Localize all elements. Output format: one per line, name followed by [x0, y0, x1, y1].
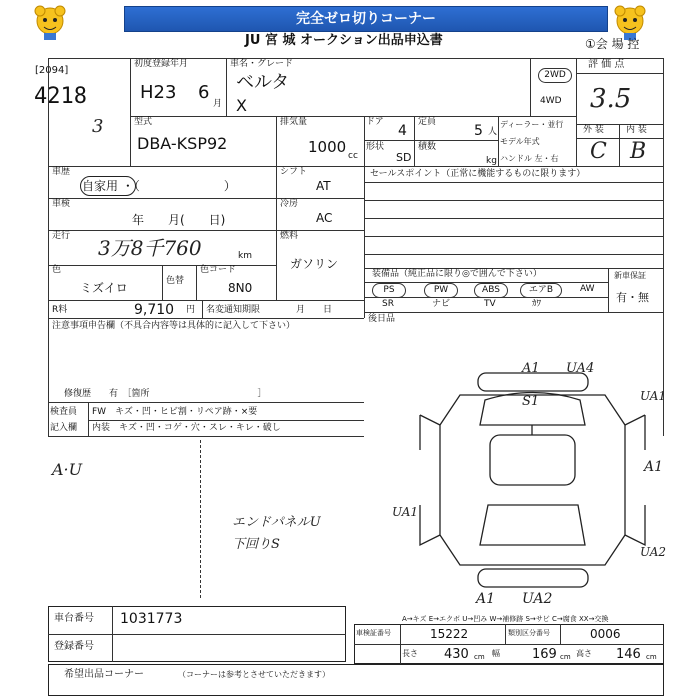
width-label: 幅 — [492, 649, 500, 658]
after-label: 後日品 — [368, 314, 396, 324]
load-label: 積数 — [418, 142, 437, 152]
hand-note-au: A·U — [52, 460, 83, 479]
class-value: 0006 — [590, 627, 621, 641]
hand-note-underbody: 下回りS — [232, 537, 280, 552]
chassis-label: 車台番号 — [54, 613, 94, 624]
width-value: 169 — [532, 647, 557, 662]
rating-value: 3.5 — [590, 84, 632, 114]
height-label: 高さ — [576, 649, 592, 658]
diag-label-1: A1 — [522, 361, 540, 376]
displacement-label: 排気量 — [280, 117, 308, 127]
recycle-value: 9,710 — [134, 302, 175, 318]
equip-sr: SR — [382, 299, 394, 309]
color-value: ミズイロ — [80, 281, 128, 295]
inspection-label: 車検 — [52, 199, 71, 209]
name-change-label: 名変通知期限 — [206, 305, 261, 315]
history-circle — [80, 176, 136, 196]
mileage-value: 3万8千760 — [98, 236, 202, 260]
drive-2wd: 2WD — [538, 68, 572, 83]
displacement-value: 1000 — [308, 138, 347, 156]
first-reg-label: 初度登録年月 — [134, 59, 189, 69]
shaken-label: 車検証番号 — [356, 629, 391, 637]
lot-number: 4218 — [34, 84, 87, 109]
left-mascot-icon — [30, 2, 70, 42]
color-code-label: 色コード — [200, 265, 237, 275]
model-label: 型式 — [134, 117, 153, 127]
chassis-value: 1031773 — [120, 611, 183, 627]
color-no-label: 色替 — [166, 276, 185, 286]
recycle-unit: 円 — [186, 305, 196, 315]
height-value: 146 — [616, 647, 641, 662]
diag-label-8: A1 — [476, 591, 496, 607]
interior-grade: B — [630, 139, 647, 164]
color-code-value: 8N0 — [228, 281, 253, 295]
equip-ps: PS — [372, 283, 406, 298]
diag-label-3: S1 — [522, 394, 540, 409]
right-mascot-icon — [610, 2, 650, 42]
fuel-label: 燃料 — [280, 231, 299, 241]
door-count: 4 — [398, 123, 407, 139]
length-label: 長さ — [402, 649, 418, 658]
interior-label: 内 装 — [626, 125, 647, 135]
exterior-grade: C — [590, 139, 607, 164]
color-label: 色 — [52, 265, 62, 275]
equip-navi: ナビ — [432, 299, 451, 309]
fuel-value: ガソリン — [290, 257, 339, 271]
cc-unit: cc — [348, 151, 358, 161]
interior-damage-row: 内装 キズ・凹・コゲ・穴・スレ・キレ・破し — [92, 423, 281, 433]
name-change-value: 月 日 — [296, 305, 333, 315]
recycle-label: R料 — [52, 305, 68, 315]
history-value: 自家用 ・（ ） — [82, 179, 236, 193]
venue-copy-label: ①会 場 控 — [585, 37, 640, 51]
drive-4wd: 4WD — [540, 96, 562, 106]
capacity-value: 5 — [474, 123, 483, 139]
shape-value: SD — [396, 151, 412, 164]
equip-tv: TV — [484, 299, 496, 309]
mileage-label: 走行 — [52, 231, 71, 241]
dealer-label: ディーラー・並行 — [500, 120, 564, 129]
door-label: ドア — [366, 117, 384, 127]
car-grade: X — [236, 96, 247, 115]
equip-pw: PW — [424, 283, 458, 298]
equip-abs: ABS — [474, 283, 508, 298]
diag-label-5: A1 — [644, 459, 664, 475]
rating-label: 評 価 点 — [588, 59, 625, 70]
record-label: 記入欄 — [50, 423, 78, 433]
shift-label: シフト — [280, 167, 308, 177]
wish-corner-note: （コーナーは参考とさせていただきます） — [178, 670, 330, 679]
diag-label-6: UA1 — [392, 505, 419, 519]
shape-label: 形状 — [366, 142, 385, 152]
ac-value: AC — [316, 211, 333, 225]
car-damage-diagram — [400, 355, 670, 605]
shaken-value: 15222 — [430, 627, 469, 641]
hand-note-end-panel: エンドパネルU — [232, 515, 321, 530]
corner-banner: 完全ゼロ切りコーナー — [124, 6, 608, 32]
length-unit: cm — [474, 653, 485, 661]
attention-label: 注意事項申告欄（不具合内容等は具体的に記入して下さい） — [52, 321, 296, 331]
inspection-value: 年 月( 日) — [132, 213, 226, 227]
model-code: DBA-KSP92 — [137, 134, 228, 153]
load-unit: kg — [486, 156, 497, 166]
length-value: 430 — [444, 647, 469, 662]
damage-code-legend: A→キズ E→エクボ U→凹み W→補修跡 S→サビ C→腐食 XX→交換 — [402, 615, 609, 623]
car-name: ベルタ — [236, 72, 290, 93]
new-car-warranty-label: 新車保証 — [614, 271, 646, 280]
first-reg-month: 6 — [198, 82, 210, 103]
ac-label: 冷房 — [280, 199, 299, 209]
org-title: JU 宮 城 オークション出品申込書 — [245, 33, 443, 48]
height-unit: cm — [646, 653, 657, 661]
handwritten-mark: 3 — [92, 116, 104, 137]
class-label: 類別区分番号 — [508, 629, 550, 637]
mileage-unit: km — [238, 251, 252, 261]
diag-label-7: UA2 — [640, 545, 667, 559]
wish-corner-label: 希望出品コーナー — [64, 669, 144, 680]
handle-label: ハンドル 左・右 — [500, 154, 559, 163]
sales-points-label: セールスポイント（正常に機能するものに限ります） — [370, 169, 586, 179]
history-label: 車歴 — [52, 167, 71, 177]
month-suffix: 月 — [213, 99, 223, 109]
lot-code: [2094] — [35, 65, 69, 76]
equip-aw: AW — [580, 284, 595, 294]
capacity-label: 定員 — [418, 117, 437, 127]
diag-label-4: UA1 — [640, 389, 667, 403]
model-year-label: モデル年式 — [500, 137, 540, 146]
repair-history-label: 修復歴 有 ［箇所 ］ — [64, 389, 267, 399]
diag-label-2: UA4 — [566, 361, 595, 376]
capacity-unit: 人 — [488, 127, 498, 137]
equipment-label: 装備品（純正品に限り◎で囲んで下さい） — [372, 269, 542, 279]
car-name-label: 車名・グレード — [230, 59, 294, 69]
shift-value: AT — [316, 179, 331, 193]
width-unit: cm — [560, 653, 571, 661]
equip-leather: ｶﾜ — [532, 299, 542, 309]
exterior-label: 外 装 — [583, 125, 604, 135]
exterior-damage-row: FW キズ・凹・ヒビ割・リペア跡・×要 — [92, 407, 258, 417]
first-reg-era-year: H23 — [140, 82, 177, 103]
diag-label-9: UA2 — [522, 591, 553, 607]
equip-airbag: エアB — [520, 283, 562, 298]
inspector-label: 検査員 — [50, 407, 78, 417]
reg-number-label: 登録番号 — [54, 641, 94, 652]
new-car-warranty-value: 有・無 — [616, 291, 649, 304]
